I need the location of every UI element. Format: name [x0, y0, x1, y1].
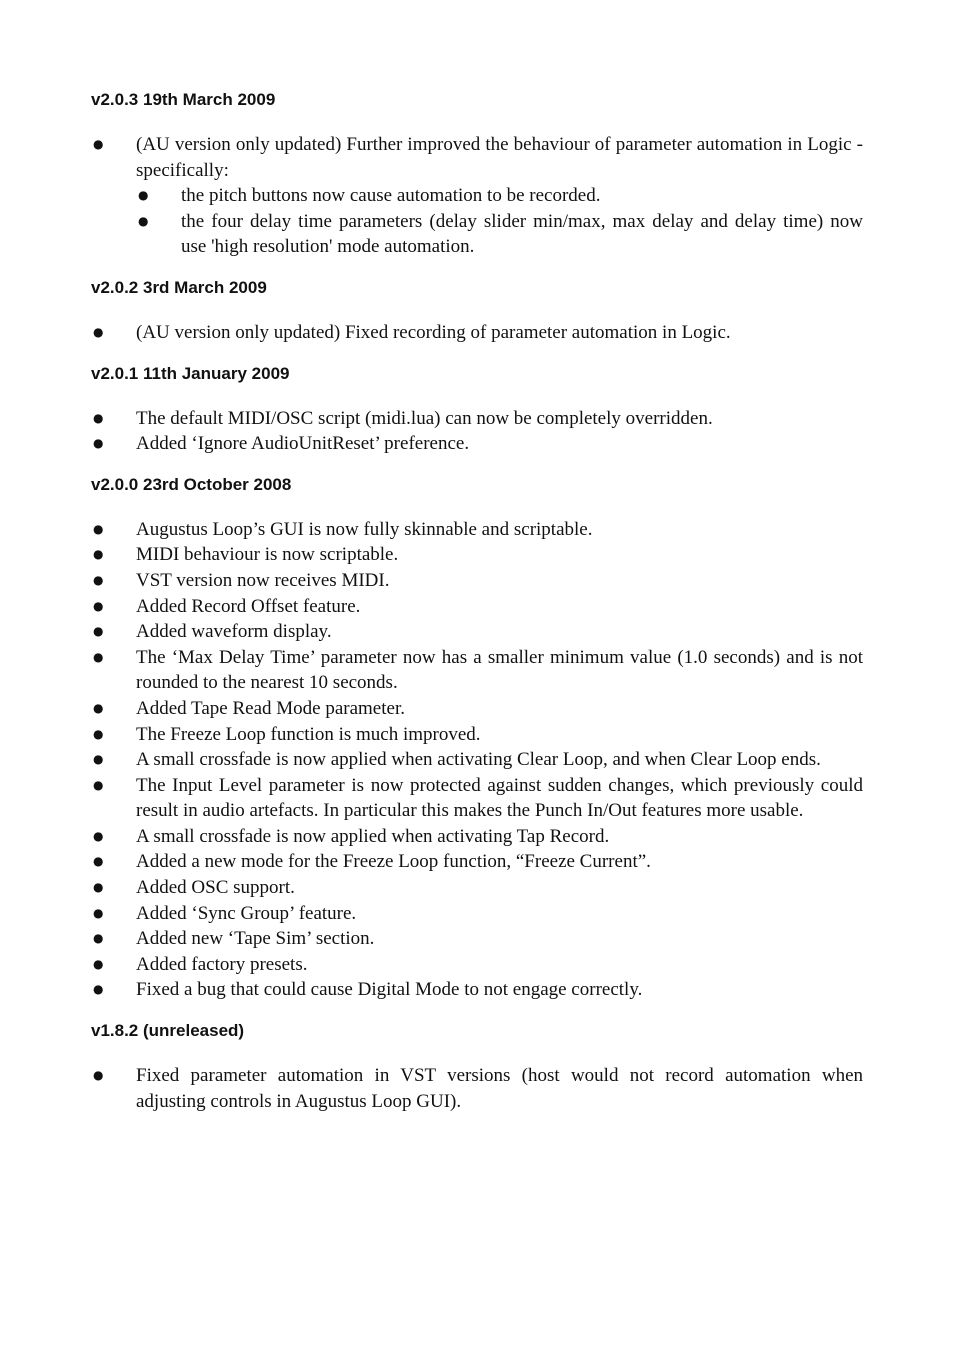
- list-item-text: Added new ‘Tape Sim’ section.: [136, 928, 375, 950]
- list-item-text: Added ‘Ignore AudioUnitReset’ preference.: [136, 433, 470, 455]
- list-item: [91, 542, 863, 568]
- list-item: [91, 320, 863, 346]
- list-item: [91, 431, 863, 457]
- bullet-icon: ●: [93, 956, 104, 971]
- bullet-icon: ●: [93, 547, 104, 562]
- sub-list-item: [136, 183, 863, 209]
- bullet-icon: ●: [93, 624, 104, 639]
- bullet-icon: ●: [93, 828, 104, 843]
- list-item-text: The default MIDI/OSC script (midi.lua) can now be completely overridden.: [136, 407, 713, 429]
- bullet-icon: ●: [138, 188, 149, 203]
- list-item-text: Added Record Offset feature.: [136, 595, 361, 617]
- list-item: [91, 1063, 863, 1114]
- section-heading: v2.0.1 11th January 2009: [91, 363, 290, 383]
- bullet-icon: ●: [93, 880, 104, 895]
- list-item: [91, 747, 863, 773]
- bullet-icon: ●: [93, 726, 104, 741]
- bullet-icon: ●: [93, 521, 104, 536]
- list-item-text: A small crossfade is now applied when activating Tap Record.: [136, 825, 610, 847]
- bullet-icon: ●: [93, 752, 104, 767]
- bullet-icon: ●: [93, 137, 104, 151]
- sub-list-item: [136, 209, 863, 260]
- section-heading: v1.8.2 (unreleased): [91, 1021, 245, 1041]
- list-item-text: Added factory presets.: [136, 953, 308, 975]
- section-heading: v2.0.0 23rd October 2008: [91, 474, 292, 494]
- list-item-text: Added waveform display.: [136, 621, 332, 643]
- list-item: [91, 594, 863, 620]
- list-item-text: The ‘Max Delay Time’ parameter now has a smaller minimum value (1.0 seconds) and is not rounded to the nearest 10 seconds.: [136, 646, 863, 694]
- bullet-icon: ●: [93, 324, 104, 339]
- list-item: [91, 722, 863, 748]
- bullet-icon: ●: [138, 213, 149, 228]
- bullet-list: [91, 1063, 863, 1114]
- section-heading: v2.0.3 19th March 2009: [91, 90, 276, 109]
- sub-bullet-list: [136, 183, 863, 260]
- list-item: [91, 926, 863, 952]
- bullet-list: [91, 132, 863, 260]
- list-item: [91, 773, 863, 824]
- list-item: [91, 517, 863, 543]
- sub-list-item-text: the pitch buttons now cause automation to be recorded.: [181, 185, 601, 207]
- list-item-text: MIDI behaviour is now scriptable.: [136, 544, 399, 566]
- list-item-text: The Freeze Loop function is much improved.: [136, 723, 481, 745]
- bullet-list: [91, 406, 863, 457]
- list-item: [91, 619, 863, 645]
- bullet-icon: ●: [93, 572, 104, 587]
- list-item-text: Added Tape Read Mode parameter.: [136, 697, 405, 719]
- list-item-text: (AU version only updated) Fixed recording of parameter automation in Logic.: [136, 321, 731, 343]
- list-item: [91, 824, 863, 850]
- list-item-text: Fixed parameter automation in VST versions (host would not record automation when adjusting controls in Augustus Loop GUI).: [136, 1065, 863, 1112]
- bullet-icon: ●: [93, 854, 104, 869]
- bullet-icon: ●: [93, 1068, 104, 1083]
- list-item: [91, 901, 863, 927]
- list-item-text: The Input Level parameter is now protected against sudden changes, which previously could result in audio artefacts. In particular this makes the Punch In/Out features more usable.: [136, 774, 863, 822]
- list-item: [91, 875, 863, 901]
- list-item-text: Added a new mode for the Freeze Loop function, “Freeze Current”.: [136, 851, 651, 873]
- list-item: [91, 977, 863, 1003]
- list-item: [91, 696, 863, 722]
- bullet-list: [91, 517, 863, 1003]
- sub-list-item-text: the four delay time parameters (delay slider min/max, max delay and delay time) now use 'high resolution' mode automation.: [181, 210, 863, 258]
- list-item: [91, 406, 863, 432]
- bullet-icon: ●: [93, 982, 104, 997]
- list-item-text: Fixed a bug that could cause Digital Mode to not engage correctly.: [136, 979, 643, 1001]
- list-item-text: VST version now receives MIDI.: [136, 569, 390, 591]
- section-heading: v2.0.2 3rd March 2009: [91, 277, 267, 297]
- changelog-content: [91, 88, 863, 1130]
- list-item-text: Added ‘Sync Group’ feature.: [136, 902, 357, 924]
- list-item-text: (AU version only updated) Further improved the behaviour of parameter automation in Logic - specifically:: [136, 134, 863, 181]
- bullet-list: [91, 320, 863, 346]
- list-item-text: Augustus Loop’s GUI is now fully skinnable and scriptable.: [136, 518, 593, 540]
- bullet-icon: ●: [93, 410, 104, 425]
- list-item: [91, 132, 863, 260]
- list-item: [91, 568, 863, 594]
- bullet-icon: ●: [93, 777, 104, 792]
- bullet-icon: ●: [93, 649, 104, 664]
- list-item-text: Added OSC support.: [136, 877, 295, 899]
- list-item: [91, 849, 863, 875]
- list-item: [91, 645, 863, 696]
- bullet-icon: ●: [93, 598, 104, 613]
- bullet-icon: ●: [93, 905, 104, 920]
- bullet-icon: ●: [93, 700, 104, 715]
- list-item: [91, 952, 863, 978]
- bullet-icon: ●: [93, 436, 104, 451]
- list-item-text: A small crossfade is now applied when activating Clear Loop, and when Clear Loop ends.: [136, 749, 821, 771]
- bullet-icon: ●: [93, 931, 104, 946]
